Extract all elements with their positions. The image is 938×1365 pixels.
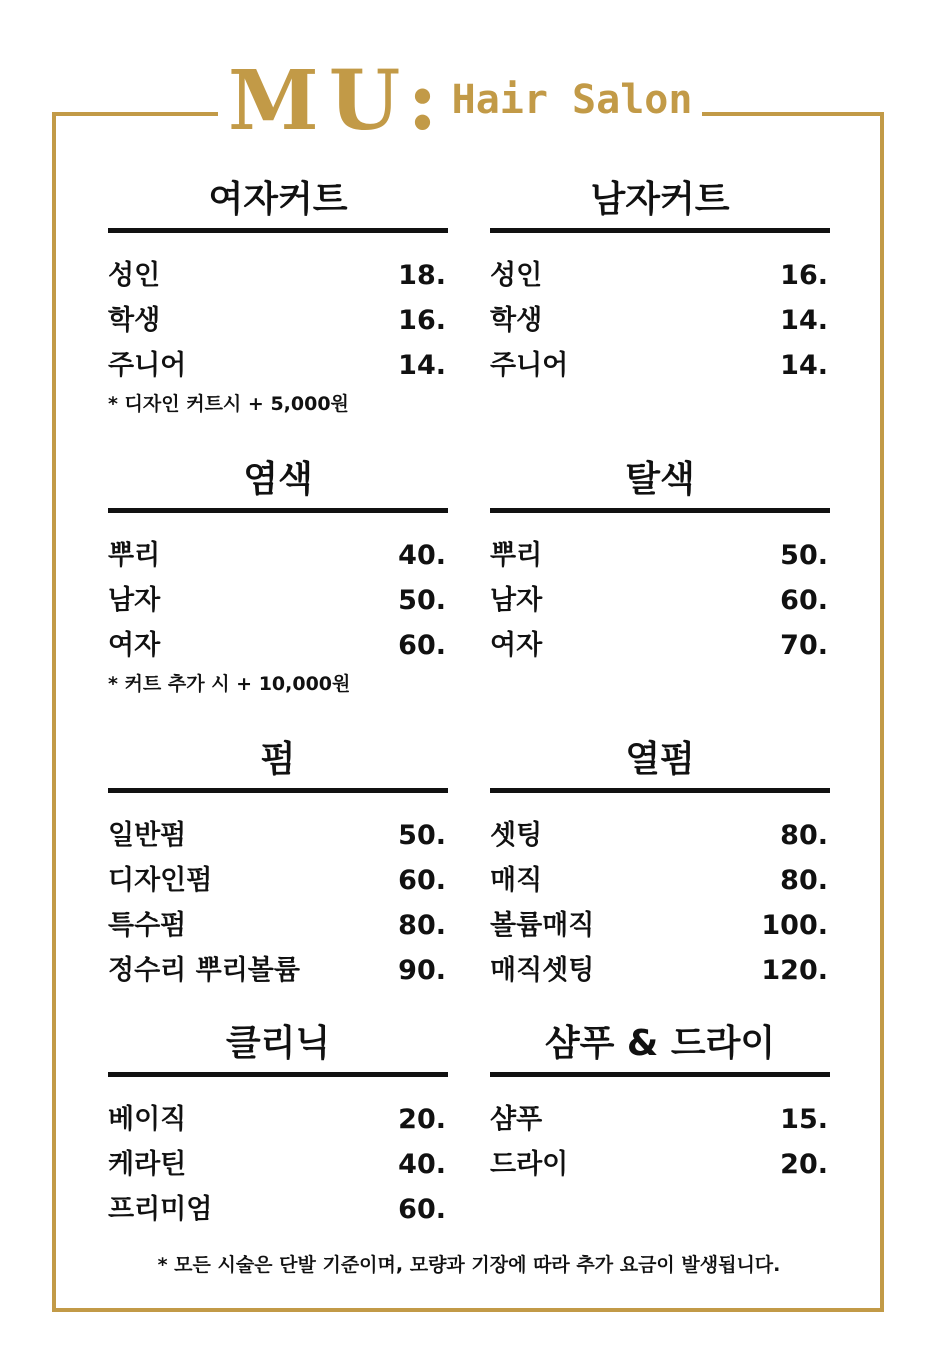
menu-item: [490, 533, 830, 578]
item-price: 15.: [780, 1104, 828, 1135]
menu-item: [108, 903, 448, 948]
section-shampoo-dry: [490, 1022, 830, 1187]
item-price: 60.: [398, 865, 446, 896]
menu-item: [490, 253, 830, 298]
item-name: 매직셋팅: [490, 955, 595, 986]
section-divider: [490, 788, 830, 793]
menu-item: [490, 1097, 830, 1142]
menu-item: [108, 1097, 448, 1142]
menu-item: [490, 858, 830, 903]
menu-item: [108, 298, 448, 343]
item-name: 프리미엄: [108, 1194, 213, 1225]
section-divider: [108, 228, 448, 233]
item-price: 50.: [398, 585, 446, 616]
section-title: 탈색: [625, 459, 695, 500]
item-name: 매직: [490, 865, 543, 896]
menu-item: [108, 1142, 448, 1187]
menu-item: [108, 253, 448, 298]
section-divider: [108, 788, 448, 793]
section-clinic: [108, 1022, 448, 1232]
item-name: 드라이: [490, 1149, 569, 1180]
item-name: 셋팅: [490, 820, 543, 851]
item-price: 80.: [780, 820, 828, 851]
menu-item: [490, 578, 830, 623]
item-name: 학생: [108, 305, 161, 336]
section-divider: [490, 1072, 830, 1077]
item-price: 60.: [780, 585, 828, 616]
item-name: 특수펌: [108, 910, 187, 941]
menu-item: [108, 533, 448, 578]
menu-item: [490, 1142, 830, 1187]
section-title: 샴푸 & 드라이: [544, 1023, 776, 1064]
section-perm: [108, 738, 448, 993]
section-title: 클리닉: [225, 1023, 331, 1064]
item-name: 남자: [490, 585, 543, 616]
section-mens-cut: [490, 178, 830, 388]
section-divider: [490, 228, 830, 233]
menu-item: [490, 623, 830, 668]
item-name: 성인: [108, 260, 161, 291]
item-name: 학생: [490, 305, 543, 336]
section-divider: [108, 1072, 448, 1077]
item-price: 18.: [398, 260, 446, 291]
menu-item: [108, 1187, 448, 1232]
menu-item: [108, 623, 448, 668]
menu-item: [108, 948, 448, 993]
item-price: 60.: [398, 630, 446, 661]
menu-item: [490, 948, 830, 993]
logo-mu-text: MU:: [228, 53, 448, 149]
item-price: 40.: [398, 1149, 446, 1180]
item-price: 40.: [398, 540, 446, 571]
item-price: 50.: [398, 820, 446, 851]
section-note: * 디자인 커트시 + 5,000원: [108, 393, 349, 415]
menu-item: [108, 813, 448, 858]
item-name: 주니어: [108, 350, 187, 381]
item-name: 뿌리: [490, 540, 543, 571]
section-divider: [108, 508, 448, 513]
item-price: 100.: [761, 910, 828, 941]
menu-item: [490, 298, 830, 343]
menu-item: [108, 343, 448, 388]
section-heat-perm: [490, 738, 830, 993]
item-price: 16.: [780, 260, 828, 291]
menu-item: [490, 903, 830, 948]
item-price: 80.: [780, 865, 828, 896]
section-note: * 커트 추가 시 + 10,000원: [108, 673, 351, 695]
item-name: 주니어: [490, 350, 569, 381]
item-price: 70.: [780, 630, 828, 661]
section-title: 펌: [260, 739, 296, 780]
menu-item: [490, 813, 830, 858]
section-dye: [108, 458, 448, 696]
item-name: 케라틴: [108, 1149, 187, 1180]
item-price: 14.: [780, 305, 828, 336]
item-price: 14.: [780, 350, 828, 381]
item-price: 80.: [398, 910, 446, 941]
section-womens-cut: [108, 178, 448, 416]
item-name: 일반펌: [108, 820, 187, 851]
section-bleach: [490, 458, 830, 668]
item-name: 정수리 뿌리볼륨: [108, 955, 300, 986]
item-name: 여자: [490, 630, 543, 661]
menu-item: [108, 578, 448, 623]
menu-item: [490, 343, 830, 388]
item-name: 남자: [108, 585, 161, 616]
logo-hair-salon-text: Hair Salon: [451, 77, 693, 123]
footnote: * 모든 시술은 단발 기준이며, 모량과 기장에 따라 추가 요금이 발생됩니다.: [157, 1254, 781, 1276]
item-name: 여자: [108, 630, 161, 661]
item-price: 20.: [398, 1104, 446, 1135]
section-title: 여자커트: [208, 179, 348, 220]
item-name: 베이직: [108, 1104, 187, 1135]
menu-item: [108, 858, 448, 903]
item-price: 90.: [398, 955, 446, 986]
item-name: 볼륨매직: [490, 910, 595, 941]
item-price: 20.: [780, 1149, 828, 1180]
section-divider: [490, 508, 830, 513]
item-price: 16.: [398, 305, 446, 336]
section-title: 염색: [243, 459, 313, 500]
item-price: 60.: [398, 1194, 446, 1225]
salon-logo: [218, 48, 702, 149]
item-price: 50.: [780, 540, 828, 571]
item-name: 샴푸: [490, 1104, 543, 1135]
item-name: 뿌리: [108, 540, 161, 571]
section-title: 남자커트: [590, 179, 730, 220]
section-title: 열펌: [625, 739, 695, 780]
item-name: 성인: [490, 260, 543, 291]
item-name: 디자인펌: [108, 865, 213, 896]
item-price: 14.: [398, 350, 446, 381]
item-price: 120.: [761, 955, 828, 986]
